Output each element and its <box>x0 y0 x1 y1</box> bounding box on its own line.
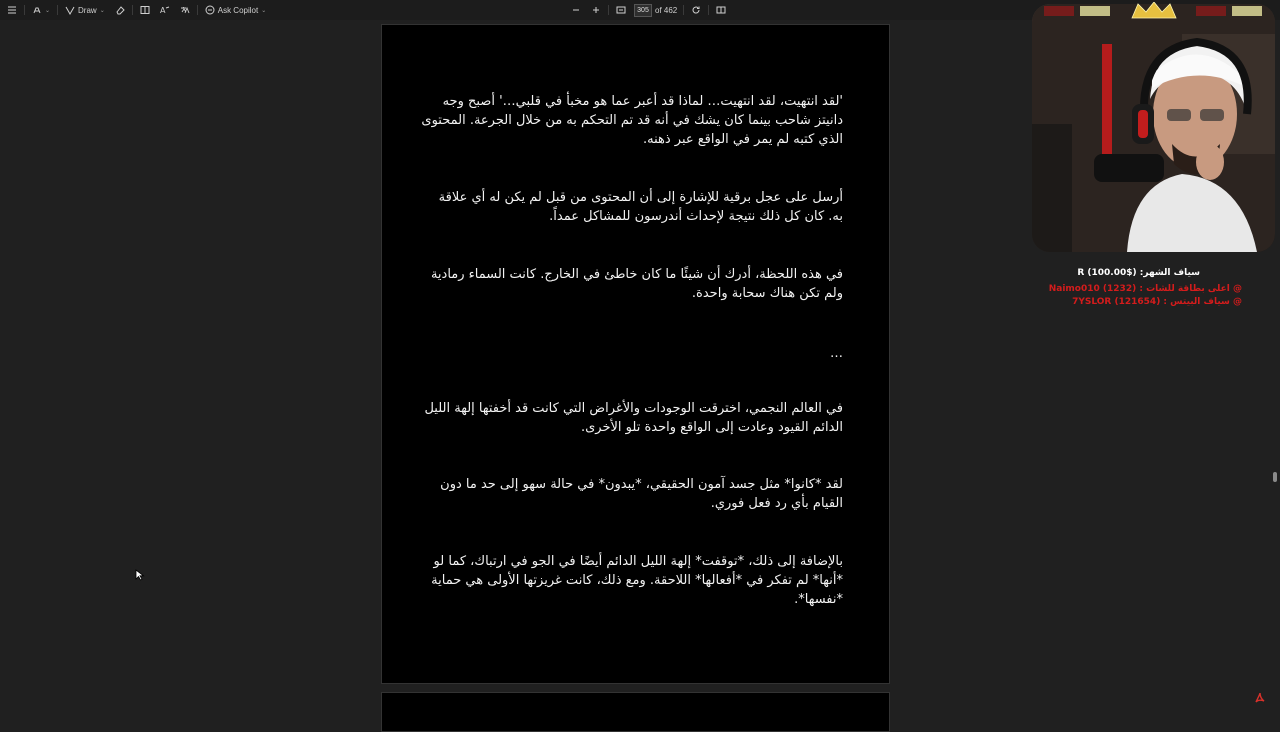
fit-page-icon <box>616 5 626 15</box>
read-aloud-icon <box>160 5 170 15</box>
copilot-icon <box>205 5 215 15</box>
ask-copilot-button[interactable] <box>200 0 272 20</box>
chevron-down-icon: ⌄ <box>45 7 51 14</box>
scroll-thumb[interactable] <box>1273 472 1277 482</box>
paragraph: أرسل على عجل برقية للإشارة إلى أن المحتوى من قبل لم يكن له أي علاقة به. كان كل ذلك نتيجة لإحداث أندرسون للمشاكل عمداً. <box>438 190 843 224</box>
draw-button[interactable] <box>60 0 110 20</box>
draw-label: Draw <box>78 5 97 15</box>
contents-button[interactable] <box>2 0 22 20</box>
paragraph: لقد *كانوا* مثل جسد آمون الحقيقي، *يبدون* في حالة سهو إلى حد ما دون القيام بأي رد فعل فوري. <box>440 477 843 511</box>
toolbar-divider <box>24 5 25 15</box>
toolbar-divider <box>608 5 609 15</box>
read-aloud-button[interactable] <box>155 0 175 20</box>
view-button[interactable] <box>135 0 155 20</box>
paragraph: في العالم النجمي، اخترقت الوجودات والأغراض التي كانت قد أخفتها إلهة الليل الدائم القيود وعادت إلى الواقع واحدة تلو الأخرى. <box>424 401 843 435</box>
streamer-webcam-image <box>1032 4 1275 252</box>
toolbar-divider <box>132 5 133 15</box>
zoom-in-button[interactable] <box>586 0 606 20</box>
toolbar-divider <box>197 5 198 15</box>
page-view-icon <box>140 5 150 15</box>
webcam-overlay <box>1032 4 1275 252</box>
toolbar-divider <box>708 5 709 15</box>
highlight-button[interactable] <box>27 0 55 20</box>
overlay-top-bits: @ سياف البيتس : (121654) 7YSLOR <box>1072 297 1242 307</box>
translate-icon <box>180 5 190 15</box>
toolbar-divider <box>683 5 684 15</box>
paragraph: … <box>830 346 843 361</box>
pdf-app-icon <box>1254 692 1266 704</box>
fit-page-button[interactable] <box>611 0 631 20</box>
draw-icon <box>65 5 75 15</box>
translate-button[interactable] <box>175 0 195 20</box>
chevron-down-icon: ⌄ <box>261 7 267 14</box>
highlighter-icon <box>32 5 42 15</box>
paragraph: 'لقد انتهيت، لقد انتهيت… لماذا قد أعبر عما هو مخبأ في قلبي…' أصبح وجه دانيتز شاحب بينما كان يشك في أنه قد تم التحكم به من خلال الجرعة. المحتوى الذي كتبه لم يمر في الواقع عبر ذهنه. <box>421 94 843 147</box>
rotate-icon <box>691 5 701 15</box>
rotate-button[interactable] <box>686 0 706 20</box>
paragraph: في هذه اللحظة، أدرك أن شيئًا ما كان خاطئ في الخارج. كانت السماء رمادية ولم تكن هناك سحابة واحدة. <box>430 267 843 301</box>
page-number-input[interactable] <box>634 4 652 17</box>
eraser-icon <box>115 5 125 15</box>
next-pdf-page <box>381 692 890 732</box>
overlay-top-cheer: @ اعلى بطاقة للشات : (1232) Naimo010 <box>1048 284 1242 294</box>
page-total: of 462 <box>655 5 678 15</box>
two-page-button[interactable] <box>711 0 731 20</box>
minus-icon <box>571 5 581 15</box>
overlay-top-donor: سياف الشهر: ($100.00) R <box>1077 268 1200 278</box>
chevron-down-icon: ⌄ <box>99 7 105 14</box>
ask-copilot-label: Ask Copilot <box>217 5 259 15</box>
crown-decoration <box>1032 2 1275 20</box>
mouse-cursor-icon <box>135 569 145 581</box>
erase-button[interactable] <box>110 0 130 20</box>
svg-text:A: A <box>159 6 166 15</box>
zoom-out-button[interactable] <box>566 0 586 20</box>
list-icon <box>7 5 17 15</box>
two-page-icon <box>716 5 726 15</box>
plus-icon <box>591 5 601 15</box>
toolbar-divider <box>57 5 58 15</box>
paragraph: بالإضافة إلى ذلك، *توقفت* إلهة الليل الدائم أيضًا في الجو في ارتباك، كما لو *أنها* لم تفكر في *أفعالها* اللاحقة. ومع ذلك، كانت غريزتها الأولى هي حماية *نفسها*. <box>431 554 843 607</box>
pdf-page <box>381 24 890 684</box>
